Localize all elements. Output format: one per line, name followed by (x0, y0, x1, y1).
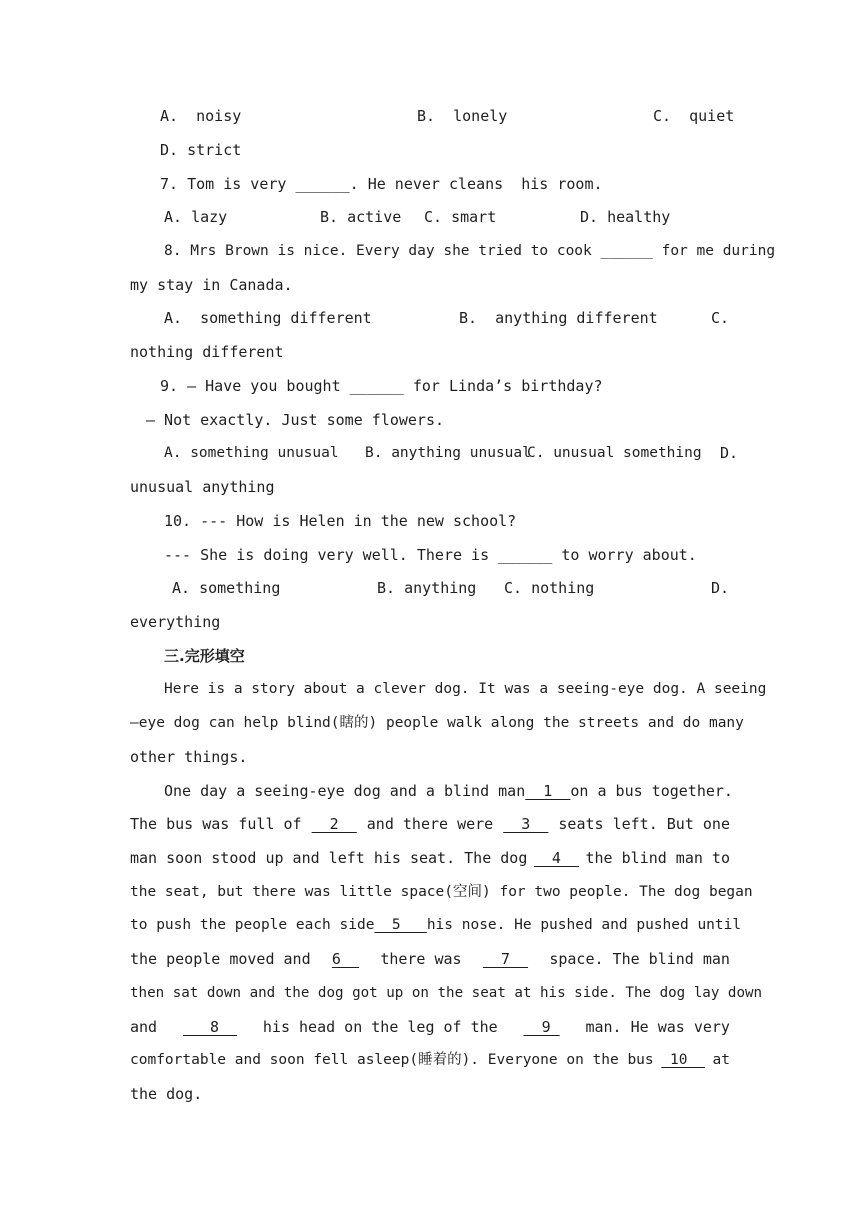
passage-p2-line8: and 8 his head on the leg of the 9 man. He was very (130, 1010, 730, 1044)
q9-option-c: C. unusual something (527, 445, 702, 461)
q8-stem-line2: my stay in Canada. (130, 276, 293, 294)
q10-option-b: B. anything (377, 579, 477, 597)
passage-p1-line3: other things. (130, 748, 248, 766)
q10-reply: --- She is doing very well. There is ______ to worry about. (164, 546, 697, 564)
q8-option-b: B. anything different (459, 309, 658, 327)
q6-option-b: B. lonely (417, 107, 508, 125)
q8-option-c-text: nothing different (130, 343, 284, 361)
q9-stem: 9. — Have you bought ______ for Linda’s birthday? (160, 377, 603, 395)
blank-7: 7 (482, 950, 529, 968)
q9-option-a: A. something unusual (164, 445, 339, 461)
q10-option-d-text: everything (130, 613, 221, 631)
q8-option-c-label: C. (711, 309, 730, 327)
q7-stem: 7. Tom is very ______. He never cleans his room. (160, 175, 603, 193)
blank-5: 5 (374, 917, 427, 933)
blank-4: 4 (533, 849, 579, 867)
passage-p2-line10: the dog. (130, 1085, 203, 1103)
passage-p2-line4: the seat, but there was little space(空间) for two people. The dog began (130, 884, 753, 900)
q7-option-d: D. healthy (580, 208, 671, 226)
passage-p2-line3: man soon stood up and left his seat. The dog 4 the blind man to (130, 841, 730, 875)
q10-option-d-label: D. (711, 579, 730, 597)
passage-p2-line5: to push the people each side 5 his nose. He pushed and pushed until (130, 908, 730, 942)
q9-option-d-text: unusual anything (130, 478, 275, 496)
passage-p2-line6: the people moved and 6 there was 7 space. The blind man (130, 942, 730, 976)
q7-option-a: A. lazy (164, 208, 228, 226)
q10-stem: 10. --- How is Helen in the new school? (164, 512, 517, 530)
blank-6: 6 (331, 950, 360, 968)
blank-10: 10 (661, 1052, 705, 1068)
q9-reply: — Not exactly. Just some flowers. (146, 411, 445, 429)
q9-option-b: B. anything unusual (365, 445, 531, 461)
blank-1: 1 (525, 782, 571, 800)
q10-option-c: C. nothing (504, 579, 595, 597)
passage-p2-line1: One day a seeing-eye dog and a blind man 1 on a bus together. (164, 774, 730, 808)
blank-8: 8 (182, 1018, 238, 1036)
passage-p2-line2: The bus was full of 2 and there were 3 seats left. But one (130, 807, 730, 841)
blank-9: 9 (523, 1018, 560, 1036)
passage-p2-line9: comfortable and soon fell asleep(睡着的). Everyone on the bus 10 at (130, 1043, 730, 1077)
passage-p1-line2: –eye dog can help blind(瞎的) people walk along the streets and do many (130, 715, 744, 731)
q6-option-a: A. noisy (160, 107, 242, 125)
q6-option-d: D. strict (160, 141, 242, 159)
passage-p2-line7: then sat down and the dog got up on the seat at his side. The dog lay down (130, 985, 763, 1001)
q9-option-d-label: D. (720, 444, 739, 462)
q8-option-a: A. something different (164, 309, 372, 327)
section-heading: 三.完形填空 (164, 647, 245, 665)
q8-stem-line1: 8. Mrs Brown is nice. Every day she tried to cook ______ for me during (164, 243, 776, 259)
q6-option-c: C. quiet (653, 107, 735, 125)
q7-option-b: B. active (320, 208, 402, 226)
q7-option-c: C. smart (424, 208, 497, 226)
passage-p1-line1: Here is a story about a clever dog. It was a seeing-eye dog. A seeing (164, 681, 767, 697)
blank-3: 3 (503, 815, 549, 833)
blank-2: 2 (311, 815, 357, 833)
q10-option-a: A. something (172, 579, 281, 597)
